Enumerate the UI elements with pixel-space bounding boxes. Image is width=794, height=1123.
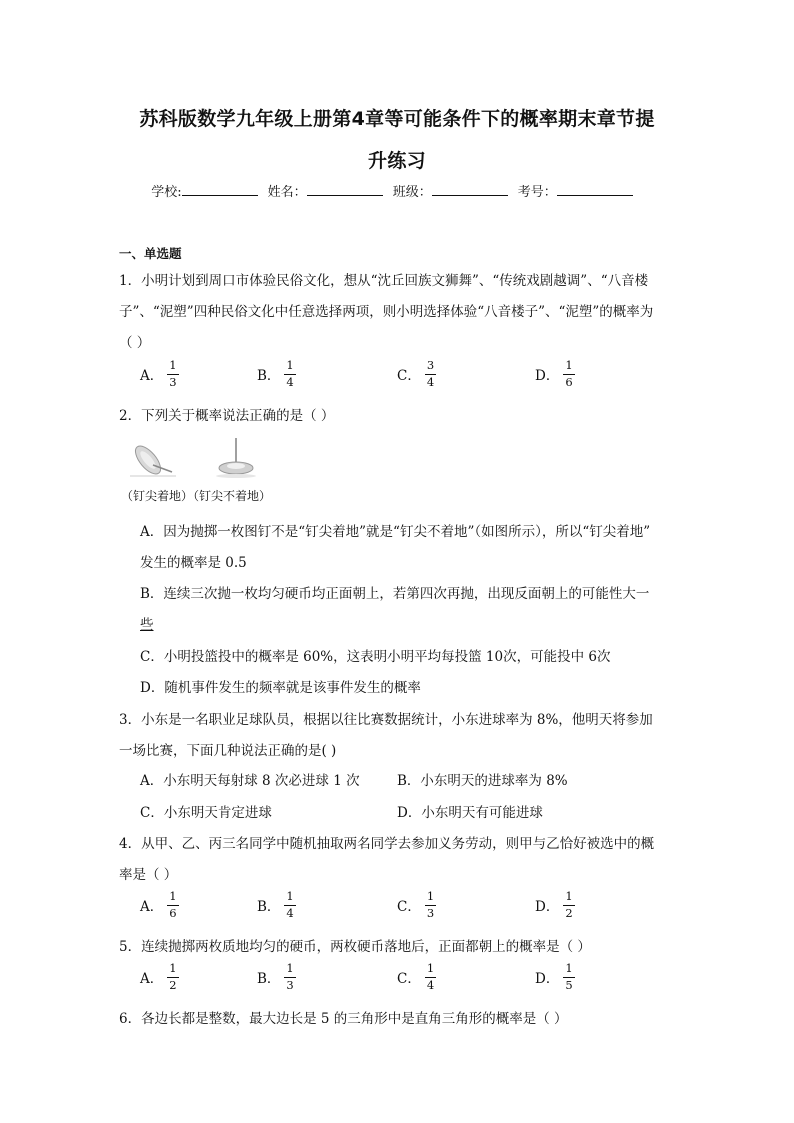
option-label: A． [140,971,164,987]
q1-text-line2: 子”、“泥塑”四种民俗文化中任意选择两项，则小明选择体验“八音楼子”、“泥塑”的概率为 [119,304,654,320]
q5-option-c[interactable] [397,963,436,991]
fraction: $\frac{1}{4}$ [286,358,294,389]
option-label: A． [140,899,164,915]
option-label: D． [535,899,560,915]
fraction: $\frac{1}{4}$ [426,961,435,992]
fraction: $\frac{1}{6}$ [565,358,573,389]
q4-option-d[interactable] [535,891,575,919]
q4-text-line1: 4．从甲、乙、丙三名同学中随机抽取两名同学去参加义务劳动，则甲与乙恰好被选中的概 [119,836,655,852]
q5-option-d[interactable] [535,963,575,991]
school-blank[interactable] [182,183,258,196]
q1-option-a[interactable] [140,360,179,388]
q1-text-line3: （ ） [119,335,151,351]
q4-option-c[interactable] [397,891,436,919]
option-label: A． [140,368,164,384]
class-blank[interactable] [432,183,508,196]
school-label: 学校: [151,185,182,200]
q3-text-line2: 一场比赛，下面几种说法正确的是( ) [119,743,337,759]
q4-option-a[interactable] [140,891,179,919]
q5-option-b[interactable] [257,963,296,991]
q2-option-c[interactable]: C．小明投篮投中的概率是 60%，这表明小明平均每投篮 10次，可能投中 6次 [140,649,611,665]
class-label: 班级： [392,185,432,200]
section-heading: 一、单选题 [119,246,182,261]
option-label: C． [397,368,421,384]
fraction: $\frac{1}{2}$ [565,889,573,920]
caption-point-down: （钉尖着地） [121,489,194,503]
name-blank[interactable] [307,183,383,196]
q3-option-a[interactable]: A．小东明天每射球 8 次必进球 1 次 [140,773,360,789]
name-label: 姓名： [267,185,307,200]
option-label: D． [535,368,560,384]
q1-option-c[interactable] [397,360,436,388]
fraction: $\frac{1}{6}$ [169,889,177,920]
q2-option-a-line1[interactable]: A．因为抛掷一枚图钉不是“钉尖着地”就是“钉尖不着地”（如图所示），所以“钉尖着地” [140,524,651,540]
q5-option-a[interactable] [140,963,179,991]
option-label: C． [397,899,421,915]
caption-point-up: （钉尖不着地） [193,489,272,503]
student-info-row [0,181,794,200]
q2-option-a-line2: 发生的概率是 0.5 [140,555,247,571]
q4-option-b[interactable] [257,891,296,919]
option-label: C． [397,971,421,987]
page-title-continued: 升练习 [368,150,426,172]
fraction: $\frac{3}{4}$ [426,358,435,389]
option-label: B． [257,368,281,384]
q3-option-c[interactable]: C．小东明天肯定进球 [140,805,272,821]
page-title: 苏科版数学九年级上册第4章等可能条件下的概率期末章节提 [139,108,655,130]
fraction: $\frac{1}{3}$ [169,358,177,389]
thumbtack-figure [126,432,266,482]
q1-option-b[interactable] [257,360,296,388]
q3-option-d[interactable]: D．小东明天有可能进球 [397,805,543,821]
fraction: $\frac{1}{3}$ [426,889,435,920]
number-label: 考号： [517,185,557,200]
figure-caption [121,487,271,504]
q2-text: 2．下列关于概率说法正确的是（ ） [119,408,335,424]
option-label: B． [257,971,281,987]
q3-option-b[interactable]: B．小东明天的进球率为 8% [397,773,568,789]
q3-text-line1: 3．小东是一名职业足球队员，根据以往比赛数据统计，小东进球率为 8%，他明天将参加 [119,712,653,728]
q5-text: 5．连续抛掷两枚质地均匀的硬币，两枚硬币落地后，正面都朝上的概率是（ ） [119,939,591,955]
thumbtack-point-up-icon [216,438,256,478]
q2-option-b-line2: 些 [140,617,154,633]
q1-option-d[interactable] [535,360,575,388]
option-label: B． [257,899,281,915]
q2-option-b-line1[interactable]: B．连续三次抛一枚均匀硬币均正面朝上，若第四次再抛，出现反面朝上的可能性大一 [140,586,650,602]
fraction: $\frac{1}{4}$ [286,889,294,920]
q2-option-d[interactable]: D．随机事件发生的频率就是该事件发生的概率 [140,680,421,696]
option-label: D． [535,971,560,987]
fraction: $\frac{1}{2}$ [169,961,177,992]
q6-text: 6．各边长都是整数，最大边长是 5 的三角形中是直角三角形的概率是（ ） [119,1011,568,1027]
fraction: $\frac{1}{3}$ [286,961,294,992]
fraction: $\frac{1}{5}$ [565,961,573,992]
q4-text-line2: 率是（ ） [119,867,178,883]
thumbtack-point-down-icon [130,442,176,478]
q1-text-line1: 1．小明计划到周口市体验民俗文化，想从“沈丘回族文狮舞”、“传统戏剧越调”、“八音楼 [119,273,649,289]
number-blank[interactable] [557,183,633,196]
